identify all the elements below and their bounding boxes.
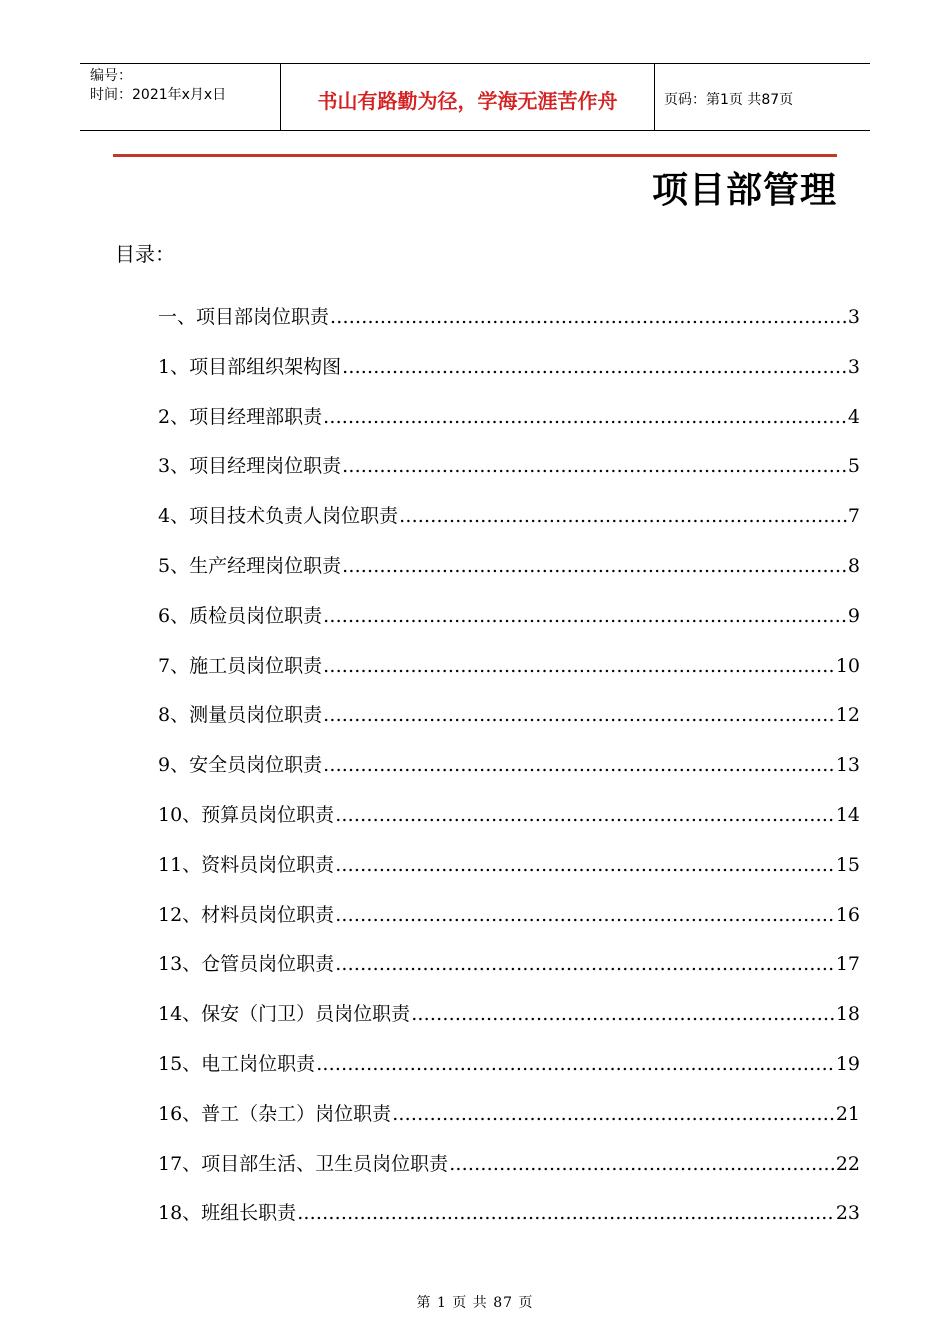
toc-entry-label: 17、项目部生活、卫生员岗位职责: [158, 1152, 449, 1175]
toc-entry-page: 18: [835, 1003, 860, 1026]
toc-entry-page: 9: [847, 604, 860, 627]
toc-entry-label: 15、电工岗位职责: [158, 1052, 316, 1075]
toc-entry[interactable]: [158, 651, 860, 701]
toc-entry[interactable]: [158, 850, 860, 900]
toc-entry[interactable]: [158, 1149, 860, 1199]
toc-entry-page: 7: [847, 505, 860, 528]
toc-entry-page: 13: [835, 754, 860, 777]
title-divider: [113, 154, 837, 157]
toc-leader-dots: [411, 999, 835, 1029]
toc-entry-label: 5、生产经理岗位职责: [158, 554, 342, 577]
toc-entry-label: 18、班组长职责: [158, 1202, 297, 1225]
toc-leader-dots: [297, 1198, 835, 1228]
toc-entry[interactable]: [158, 999, 860, 1049]
toc-entry-label: 8、测量员岗位职责: [158, 704, 323, 727]
toc-entry-page: 22: [835, 1152, 860, 1175]
toc-entry-page: 21: [835, 1102, 860, 1125]
toc-leader-dots: [323, 601, 847, 631]
toc-entry-page: 8: [847, 554, 860, 577]
toc-entry-label: 2、项目经理部职责: [158, 405, 323, 428]
toc-entry-page: 19: [835, 1052, 860, 1075]
page-title: 项目部管理: [651, 170, 837, 211]
toc-entry[interactable]: [158, 949, 860, 999]
header-meta: [80, 64, 281, 130]
toc-entry-label: 11、资料员岗位职责: [158, 853, 335, 876]
toc-entry[interactable]: [158, 302, 860, 352]
header-page-info: 页码：第1页 共87页: [664, 92, 794, 108]
toc-entry-page: 3: [847, 306, 860, 328]
toc-entry-page: 15: [835, 853, 860, 876]
document-header: [80, 63, 870, 131]
toc-entry-label: 7、施工员岗位职责: [158, 654, 323, 677]
toc-leader-dots: [335, 800, 835, 830]
toc-entry-label: 1、项目部组织架构图: [158, 355, 342, 378]
toc-entry-page: 16: [835, 903, 860, 926]
toc-leader-dots: [335, 949, 835, 979]
toc-leader-dots: [449, 1149, 835, 1179]
toc-entry[interactable]: [158, 551, 860, 601]
toc-entry[interactable]: [158, 451, 860, 501]
toc-heading: 目录：: [115, 242, 175, 266]
toc-entry-label: 13、仓管员岗位职责: [158, 953, 335, 976]
table-of-contents: [158, 302, 860, 1248]
time-label: 时间：2021年x月x日: [90, 87, 227, 103]
toc-leader-dots: [342, 451, 847, 481]
toc-entry-label: 10、预算员岗位职责: [158, 803, 335, 826]
toc-entry-page: 23: [835, 1202, 860, 1225]
toc-entry[interactable]: [158, 352, 860, 402]
toc-entry-label: 14、保安（门卫）员岗位职责: [158, 1003, 411, 1026]
toc-entry-label: 12、材料员岗位职责: [158, 903, 335, 926]
toc-leader-dots: [323, 402, 847, 432]
toc-entry-page: 10: [835, 654, 860, 677]
toc-entry[interactable]: [158, 1198, 860, 1248]
toc-leader-dots: [399, 501, 847, 531]
toc-entry-label: 6、质检员岗位职责: [158, 604, 323, 627]
toc-entry-page: 4: [847, 405, 860, 428]
toc-leader-dots: [316, 1049, 835, 1079]
toc-leader-dots: [335, 850, 835, 880]
toc-leader-dots: [323, 651, 835, 681]
toc-entry[interactable]: [158, 800, 860, 850]
toc-leader-dots: [392, 1099, 835, 1129]
page-footer: 第 1 页 共 87 页: [416, 1295, 534, 1311]
toc-leader-dots: [330, 302, 847, 332]
toc-entry-label: 3、项目经理岗位职责: [158, 455, 342, 478]
toc-entry-label: 16、普工（杂工）岗位职责: [158, 1102, 392, 1125]
toc-entry-label: 4、项目技术负责人岗位职责: [158, 505, 399, 528]
toc-entry[interactable]: [158, 750, 860, 800]
toc-leader-dots: [342, 352, 847, 382]
toc-leader-dots: [342, 551, 847, 581]
toc-entry-page: 17: [835, 953, 860, 976]
toc-entry[interactable]: [158, 1049, 860, 1099]
toc-entry[interactable]: [158, 402, 860, 452]
toc-entry[interactable]: [158, 501, 860, 551]
toc-entry-page: 5: [847, 455, 860, 478]
toc-leader-dots: [323, 750, 835, 780]
serial-number-label: 编号：: [90, 68, 132, 84]
header-motto: 书山有路勤为径，学海无涯苦作舟: [281, 64, 655, 130]
toc-entry[interactable]: [158, 700, 860, 750]
toc-entry-label: 一、项目部岗位职责: [158, 306, 330, 328]
toc-entry[interactable]: [158, 1099, 860, 1149]
toc-entry-page: 3: [847, 355, 860, 378]
toc-entry-page: 14: [835, 803, 860, 826]
toc-leader-dots: [335, 900, 835, 930]
toc-entry[interactable]: [158, 900, 860, 950]
toc-entry-page: 12: [835, 704, 860, 727]
toc-entry-label: 9、安全员岗位职责: [158, 754, 323, 777]
toc-entry[interactable]: [158, 601, 860, 651]
toc-leader-dots: [323, 700, 835, 730]
